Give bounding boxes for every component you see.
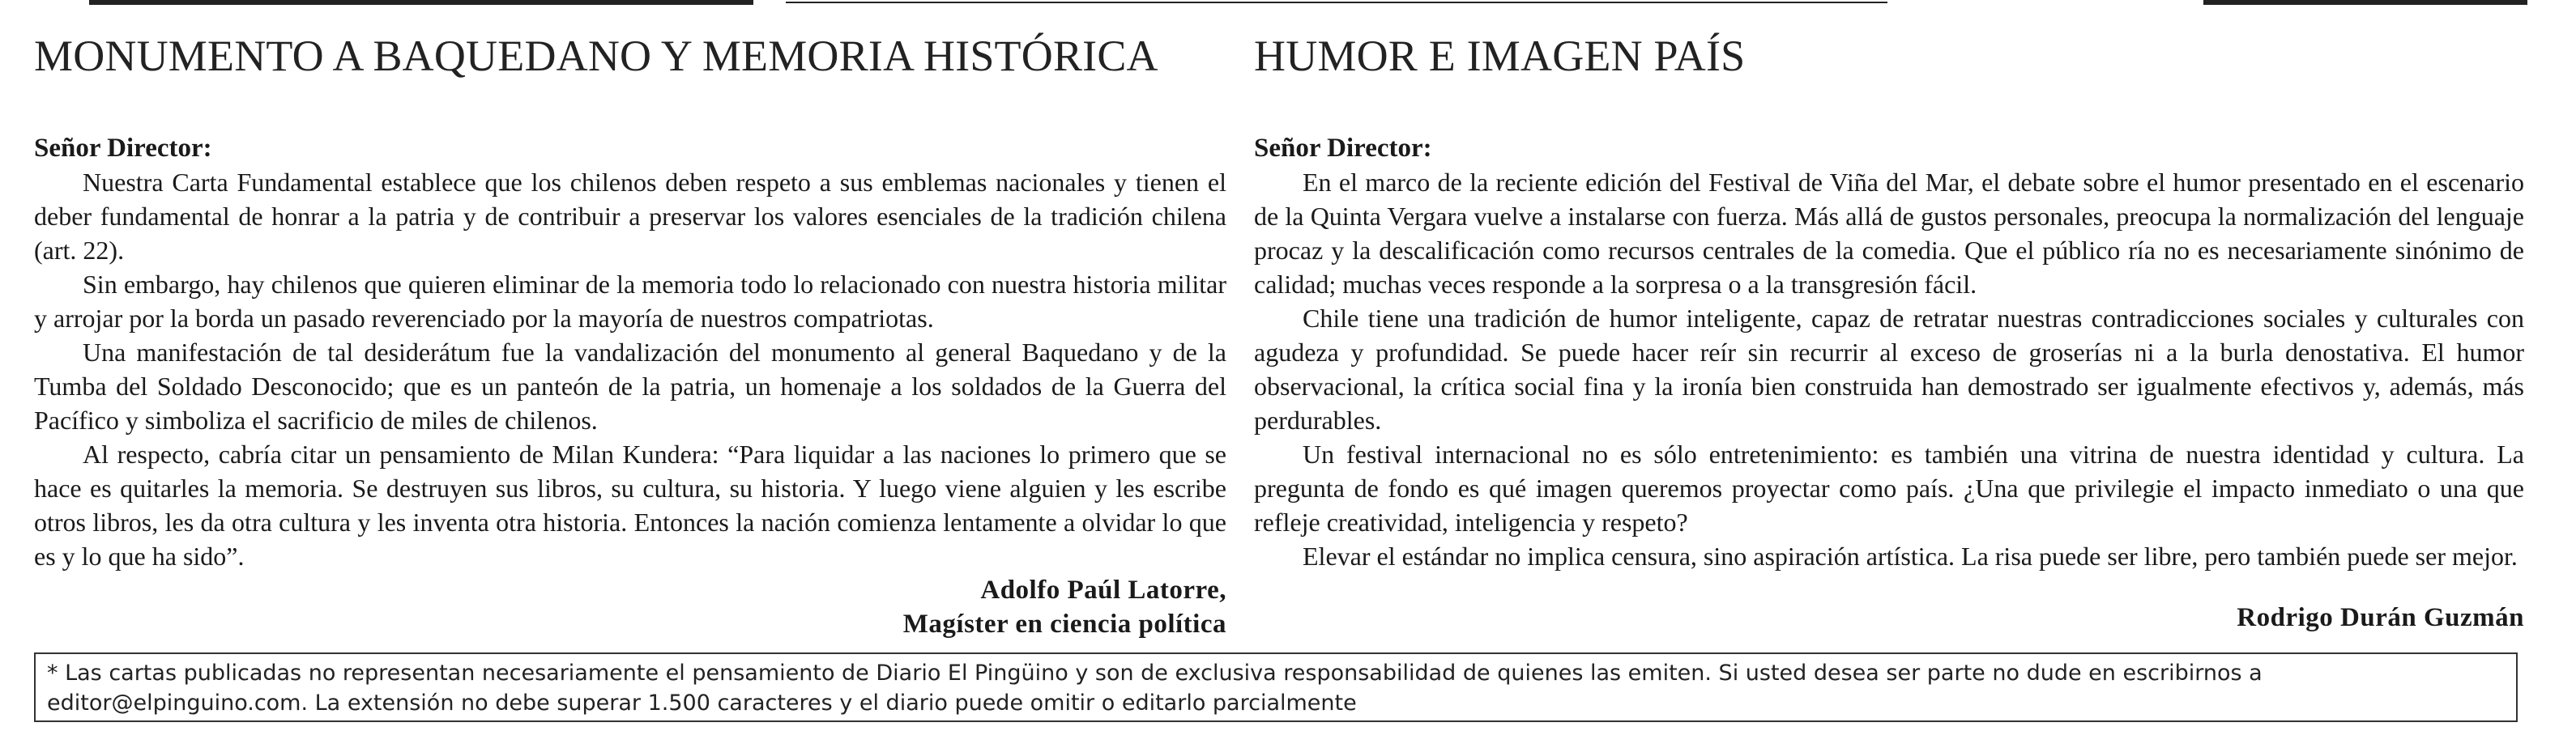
headline-right: HUMOR E IMAGEN PAÍS	[1254, 32, 1746, 80]
paragraph: Nuestra Carta Fundamental establece que los chilenos deben respeto a sus emblemas nacionales y tienen el deber fundamental de honrar a la patria y de contribuir a preservar los valores esenciales de la tradición chilena (art. 22).	[34, 168, 1226, 265]
disclaimer-box: * Las cartas publicadas no representan necesariamente el pensamiento de Diario El Pingüino y son de exclusiva responsabilidad de quienes las emiten. Si usted desea ser parte no dude en escribirnos a editor@elpinguino.com. La extensión no debe superar 1.500 caracteres y el diario puede omitir o editarlo parcialmente	[34, 652, 2518, 722]
salutation-left: Señor Director:	[34, 134, 212, 163]
signature-name-left: Adolfo Paúl Latorre,	[980, 576, 1226, 605]
header-rule	[786, 2, 1887, 3]
paragraph: Al respecto, cabría citar un pensamiento de Milan Kundera: “Para liquidar a las naciones lo primero que se hace es quitarles la memoria. Se destruyen sus libros, su cultura, su historia. Y luego viene alguien y les escribe otros libros, les da otra cultura y les inventa otra historia. Entonces la nación comienza lentamente a olvidar lo que es y lo que ha sido”.	[34, 440, 1226, 571]
letter-left	[34, 23, 1226, 641]
salutation-right: Señor Director:	[1254, 134, 1432, 163]
paragraph: En el marco de la reciente edición del Festival de Viña del Mar, el debate sobre el humor presentado en el escenario de la Quinta Vergara vuelve a instalarse con fuerza. Más allá de gustos personales, preocupa la normalización del lenguaje procaz y la descalificación como recursos centrales de la comedia. Que el público ría no es necesariamente sinónimo de calidad; muchas veces responde a la sorpresa o a la transgresión fácil.	[1254, 168, 2524, 299]
paragraph: Un festival internacional no es sólo entretenimiento: es también una vitrina de nuestra identidad y cultura. La pregunta de fondo es qué imagen queremos proyectar como país. ¿Una que privilegie el impacto inmediato o una que refleje creatividad, inteligencia y respeto?	[1254, 440, 2524, 537]
cut-off-header-text-right	[2203, 0, 2527, 5]
paragraph: Sin embargo, hay chilenos que quieren eliminar de la memoria todo lo relacionado con nuestra historia militar y arrojar por la borda un pasado reverenciado por la mayoría de nuestros compatriotas.	[34, 270, 1226, 333]
paragraph: Chile tiene una tradición de humor inteligente, capaz de retratar nuestras contradicciones sociales y culturales con agudeza y profundidad. Se puede hacer reír sin recurrir al exceso de groserías ni a la burla denostativa. El humor observacional, la crítica social fina y la ironía bien construida han demostrado ser igualmente efectivos y, además, más perdurables.	[1254, 304, 2524, 435]
letter-body-right	[1254, 165, 2524, 573]
headline-left: MONUMENTO A BAQUEDANO Y MEMORIA HISTÓRICA	[34, 32, 1158, 80]
paragraph: Una manifestación de tal desiderátum fue la vandalización del monumento al general Baquedano y de la Tumba del Soldado Desconocido; que es un panteón de la patria, un homenaje a los soldados de la Guerra del Pacífico y simboliza el sacrificio de miles de chilenos.	[34, 338, 1226, 435]
top-rule-fragment	[0, 0, 2576, 10]
paragraph: Elevar el estándar no implica censura, sino aspiración artística. La risa puede ser libre, pero también puede ser mejor.	[1303, 542, 2518, 571]
signature-name-right: Rodrigo Durán Guzmán	[2237, 603, 2524, 632]
signature-title-left: Magíster en ciencia política	[902, 610, 1226, 639]
letter-body-left	[34, 165, 1226, 573]
cut-off-header-text-left	[89, 0, 753, 5]
letter-right	[1254, 23, 2524, 635]
